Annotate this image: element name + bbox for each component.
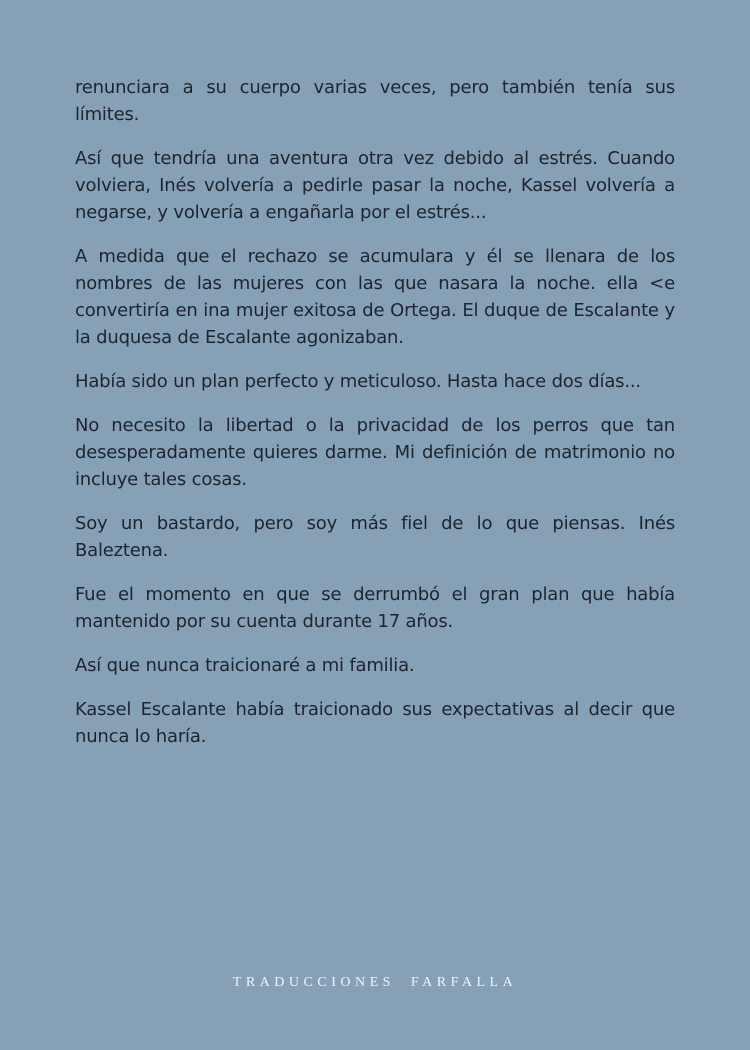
paragraph: A medida que el rechazo se acumulara y él se llenara de los nombres de las mujeres con las que nasara la noche. ella <e convertiría en ina mujer exitosa de Ortega. El duque de Escalante y la duquesa de Escalante agonizaban.	[75, 246, 675, 348]
footer-credit: TRADUCCIONES FARFALLA	[232, 975, 518, 990]
paragraph: Soy un bastardo, pero soy más fiel de lo que piensas. Inés Baleztena.	[75, 513, 675, 561]
paragraph: renunciara a su cuerpo varias veces, pero también tenía sus límites.	[75, 77, 675, 125]
paragraph: No necesito la libertad o la privacidad de los perros que tan desesperadamente quieres darme. Mi definición de matrimonio no incluye tales cosas.	[75, 415, 675, 490]
paragraph: Había sido un plan perfecto y meticuloso. Hasta hace dos días...	[75, 371, 641, 392]
paragraph: Así que nunca traicionaré a mi familia.	[75, 655, 415, 676]
paragraph: Kassel Escalante había traicionado sus expectativas al decir que nunca lo haría.	[75, 699, 675, 747]
page-body	[75, 74, 675, 767]
paragraph: Fue el momento en que se derrumbó el gran plan que había mantenido por su cuenta durante 17 años.	[75, 584, 675, 632]
paragraph: Así que tendría una aventura otra vez debido al estrés. Cuando volviera, Inés volvería a pedirle pasar la noche, Kassel volvería a negarse, y volvería a engañarla por el estrés...	[75, 148, 675, 223]
